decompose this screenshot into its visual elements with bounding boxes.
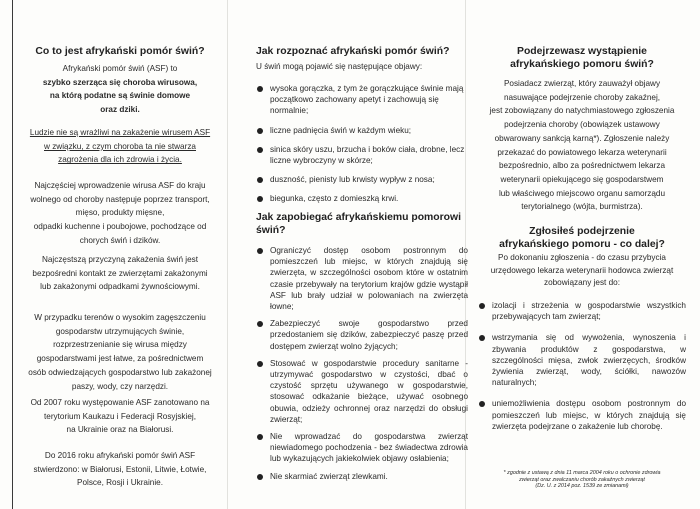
p2-line-1: Najczęstszą przyczyną zakażenia świń jest xyxy=(41,255,199,264)
heading-suspect-asf xyxy=(470,45,694,71)
heading-reported-line-2: afrykańskiego pomoru - co dalej? xyxy=(499,239,665,250)
prevention-item: Ograniczyć dostęp osobom postronnym do pomieszczeń lub miejsc, w których znajdują się zwierzęta, w szczególności osobom które w ostatnim czasie przebywały na terytorium krajów gdzie wystąpił ASF lub brały udział w polowaniach na zwierzęta łowne; xyxy=(256,245,468,312)
p3-line-6: paszy, wody, czy narzędzi. xyxy=(71,381,169,391)
body1-line-7: bezpośrednio, albo za pośrednictwem lekarza xyxy=(498,161,666,171)
heading-suspect-line-2: afrykańskiego pomoru świń? xyxy=(510,59,654,70)
paragraph-infection-cause xyxy=(13,253,227,294)
prevention-item: Stosować w gospodarstwie procedury sanitarne - utrzymywać gospodarstwo w czystości, dbać o czystość sprzętu używanego w gospodarstwie, stosować odkażanie bieżące, używać osobnego obuwia, odzieży ochronnej oraz narzędzi do obsługi zwierząt; xyxy=(256,358,468,425)
heading-prevent-line-1: Jak zapobiegać afrykańskiemu pomorowi xyxy=(256,212,461,223)
prevention-list xyxy=(256,245,468,482)
p5-line-3: Polsce, Rosji i Ukrainie. xyxy=(77,478,163,488)
duties-list xyxy=(478,300,686,432)
paragraph-until-2016 xyxy=(13,449,227,490)
p5-line-2: stwierdzono: w Białorusi, Estonii, Litwie, Łotwie, xyxy=(33,464,207,474)
intro-line-2: szybko szerząca się choroba wirusowa, xyxy=(42,77,198,87)
duty-item: uniemożliwienia dostępu osobom postronnym do pomieszczeń lub miejsc, w których znajdują się zwierzęta podejrzane o zakażenie lub chorobę. xyxy=(478,398,686,432)
symptom-item: duszność, pienisty lub krwisty wypływ z nosa; xyxy=(256,174,468,185)
intro-line-3: na którą podatne są świnie domowe xyxy=(49,91,191,100)
p1-line-2: wolnego od choroby następuje poprzez transport, xyxy=(30,194,210,204)
symptom-item: wysoka gorączka, z tym że gorączkujące świnie mają początkowo zachowany apetyt i zachowują się normalnie; xyxy=(256,83,468,117)
prevention-item: Zabezpieczyć swoje gospodarstwo przed przedostaniem się dzików, zabezpieczyć paszę przed dostępem zwierząt wolno żyjących; xyxy=(256,318,468,352)
symptoms-lead: U świń mogą pojawić się następujące objawy: xyxy=(256,62,423,71)
paragraph-virus-introduction xyxy=(13,179,227,248)
heading-what-is-asf: Co to jest afrykański pomór świń? xyxy=(35,46,205,57)
intro-line-4: oraz dziki. xyxy=(100,104,140,114)
p3-line-1: W przypadku terenów o wysokim zagęszczeniu xyxy=(34,313,206,322)
heading-reported-line-1: Zgłosiłeś podejrzenie xyxy=(529,226,635,237)
p3-line-4: gospodarstwami jest łatwe, za pośrednictwem xyxy=(36,354,204,364)
body1-line-4: podejrzenia choroby (obowiązek ustawowy xyxy=(504,120,660,130)
body1-line-2: nasuwające podejrzenie choroby zakaźnej, xyxy=(503,92,661,102)
p1-line-4: odpadki kuchenne i poubojowe, pochodzące od xyxy=(33,222,207,232)
heading-recognize-asf: Jak rozpoznać afrykański pomór świń? xyxy=(256,46,450,57)
symptom-item: biegunka, często z domieszką krwi. xyxy=(256,193,468,204)
prevention-item: Nie wprowadzać do gospodarstwa zwierząt niewiadomego pochodzenia - bez świadectwa zdrowia lub wykazujących jakiekolwiek objawy osłabienia; xyxy=(256,431,468,465)
legal-footnote xyxy=(470,470,694,490)
p1-line-3: mięso, produkty mięsne, xyxy=(75,208,165,218)
paragraph-since-2007 xyxy=(13,396,227,437)
footnote-line-2: zwierząt oraz zwalczaniu chorób zakaźnych zwierząt xyxy=(519,476,645,483)
p3-line-5: osób odwiedzających gospodarstwo lub zakażonej xyxy=(28,367,212,377)
heading-prevent-line-2: świń? xyxy=(256,225,286,236)
p2-line-3: lub zakażonymi odpadkami żywnościowymi. xyxy=(40,282,200,292)
body1-line-1: Posiadacz zwierząt, który zauważył objawy xyxy=(503,79,661,88)
footnote-line-1: * zgodnie z ustawą z dnia 11 marca 2004 roku o ochronie zdrowia xyxy=(503,470,661,476)
symptoms-list xyxy=(256,83,468,205)
heading-prevent-asf xyxy=(256,211,461,237)
p4-line-1: Od 2007 roku występowanie ASF zanotowano na xyxy=(30,398,210,407)
duty-item: izolacji i strzeżenia w gospodarstwie wszystkich przebywających tam zwierząt; xyxy=(478,300,686,322)
p2-line-2: bezpośredni kontakt ze zwierzętami zakażonymi xyxy=(32,268,208,278)
column-what-is-asf xyxy=(12,0,228,509)
p4-line-2: terytorium Kaukazu i Federacji Rosyjskiej, xyxy=(44,411,196,421)
paragraph-spread-density xyxy=(13,311,227,393)
duty-item: wstrzymania się od wywożenia, wynoszenia i zbywania produktów z gospodarstwa, w szczególności mięsa, zwłok zwierzęcych, środków żywienia zwierząt, wody, ściółki, nawozów naturalnych; xyxy=(478,332,686,388)
column-suspicion-reporting xyxy=(470,0,694,509)
column-recognize-prevent xyxy=(234,0,466,509)
p4-line-3: na Ukrainie oraz na Białorusi. xyxy=(66,425,174,435)
human-safety-line-3: zagrożenia dla ich zdrowia i życia. xyxy=(58,155,182,165)
p3-line-2: gospodarstw utrzymujących świnie, xyxy=(55,326,185,336)
body1-line-5: obwarowany sankcją karną*). Zgłoszenie należy xyxy=(494,133,670,143)
human-safety-line-1: Ludzie nie są wrażliwi na zakażenie wirusem ASF xyxy=(29,128,211,137)
p1-line-5: chorych świń i dzików. xyxy=(79,235,161,245)
symptom-item: liczne padnięcia świń w każdym wieku; xyxy=(256,125,468,136)
body1-line-6: przekazać do powiatowego lekarza weterynarii xyxy=(497,147,667,157)
heading-suspect-line-1: Podejrzewasz wystąpienie xyxy=(517,46,647,57)
p5-line-1: Do 2016 roku afrykański pomór świń ASF xyxy=(44,451,196,460)
duties-lead: Po dokonaniu zgłoszenia - do czasu przybycia urzędowego lekarza weterynarii hodowca zwierząt zobowiązany jest do: xyxy=(490,253,674,288)
reporting-obligation xyxy=(470,77,694,214)
human-safety-note xyxy=(13,126,227,167)
footnote-line-3: (Dz. U. z 2014 poz. 1539 ze zmianami) xyxy=(535,483,629,490)
intro-line-1: Afrykański pomór świń (ASF) to xyxy=(62,64,178,73)
body1-line-10: terytorialnego (wójta, burmistrza). xyxy=(521,202,643,212)
body1-line-8: weterynarii opiekującego się gospodarstwem xyxy=(500,174,664,184)
symptom-item: sinica skóry uszu, brzucha i boków ciała, drobne, lecz liczne wybroczyny w skórze; xyxy=(256,144,468,166)
p3-line-3: rozprzestrzenianie się wirusa między xyxy=(53,340,187,350)
heading-reported-next xyxy=(470,225,694,251)
prevention-item: Nie skarmiać zwierząt zlewkami. xyxy=(256,471,468,482)
intro-definition xyxy=(13,62,227,116)
p1-line-1: Najczęściej wprowadzenie wirusa ASF do kraju xyxy=(34,181,206,190)
body1-line-9: lub właściwego miejscowo organu samorządu xyxy=(498,188,666,198)
body1-line-3: jest zobowiązany do natychmiastowego zgłoszenia xyxy=(489,106,675,116)
human-safety-line-2: w związku, z czym choroba ta nie stwarza xyxy=(44,141,196,151)
